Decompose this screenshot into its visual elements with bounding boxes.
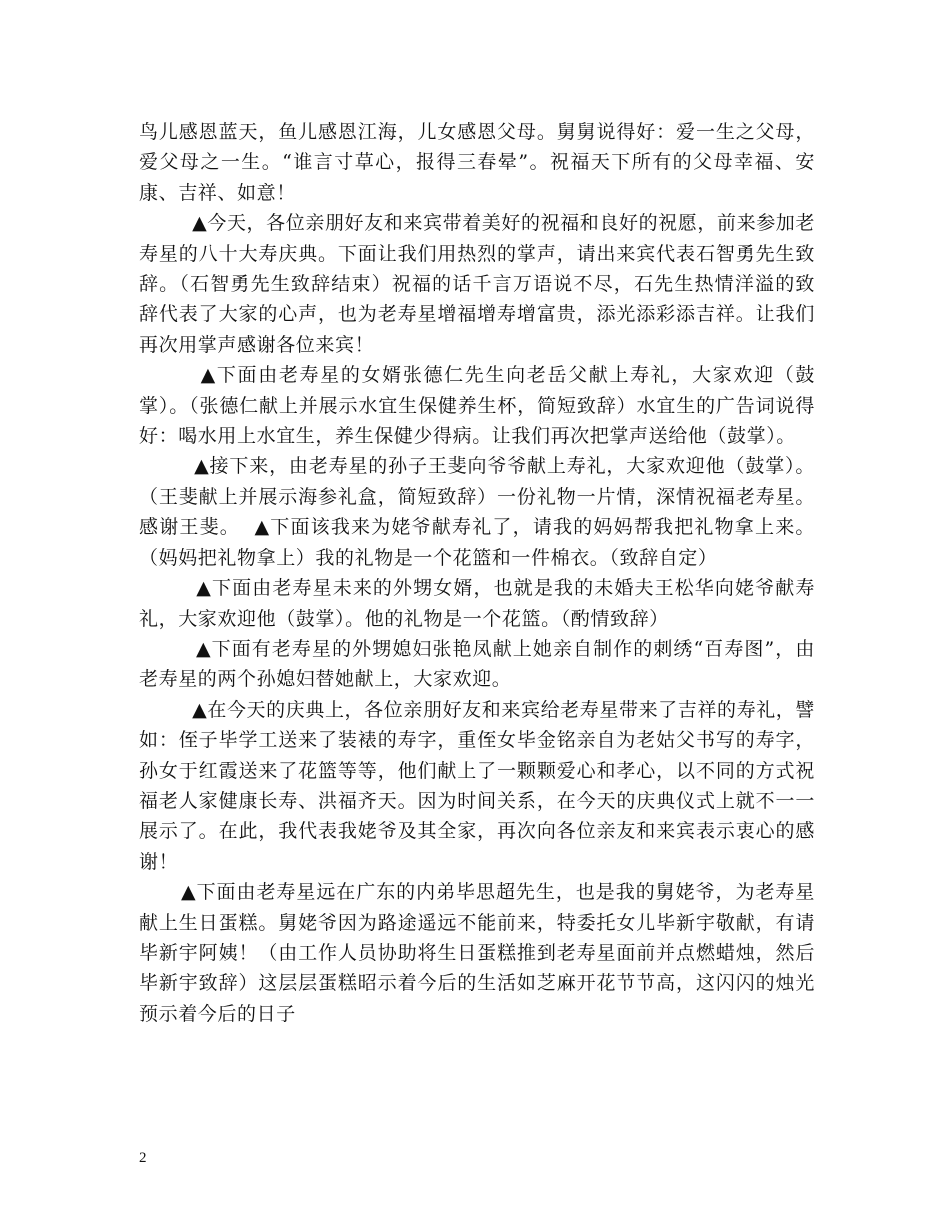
paragraph: ▲下面由老寿星未来的外甥女婿，也就是我的未婚夫王松华向姥爷献寿礼，大家欢迎他（鼓掌）。他的礼物是一个花篮。（酌情致辞） xyxy=(139,577,815,630)
paragraph: ▲下面由老寿星远在广东的内弟毕思超先生，也是我的舅姥爷，为老寿星献上生日蛋糕。舅姥爷因为路途遥远不能前来，特委托女儿毕新宇敬献，有请毕新宇阿姨！（由工作人员协助将生日蛋糕推到老寿星面前并点燃蜡烛，然后毕新宇致辞）这层层蛋糕昭示着今后的生活如芝麻开花节节高，这闪闪的烛光预示着今后的日子 xyxy=(139,881,815,1025)
document-body xyxy=(139,117,822,1029)
paragraph: ▲下面由老寿星的女婿张德仁先生向老岳父献上寿礼，大家欢迎（鼓掌）。（张德仁献上并展示水宜生保健养生杯，简短致辞）水宜生的广告词说得好：喝水用上水宜生，养生保健少得病。让我们再次把掌声送给他（鼓掌）。 xyxy=(139,364,815,448)
paragraph: ▲今天，各位亲朋好友和来宾带着美好的祝福和良好的祝愿，前来参加老寿星的八十大寿庆典。下面让我们用热烈的掌声，请出来宾代表石智勇先生致辞。（石智勇先生致辞结束）祝福的话千言万语说不尽，石先生热情洋溢的致辞代表了大家的心声，也为老寿星增福增寿增富贵，添光添彩添吉祥。让我们再次用掌声感谢各位来宾！ xyxy=(139,212,815,356)
paragraph: 鸟儿感恩蓝天，鱼儿感恩江海，儿女感恩父母。舅舅说得好：爱一生之父母， 爱父母之一生。“谁言寸草心，报得三春晕”。祝福天下所有的父母幸福、安康、吉祥、如意！ xyxy=(139,121,822,204)
paragraph: ▲在今天的庆典上，各位亲朋好友和来宾给老寿星带来了吉祥的寿礼，譬如：侄子毕学工送来了装裱的寿字，重侄女毕金铭亲自为老姑父书写的寿字，孙女于红霞送来了花篮等等，他们献上了一颗颗爱心和孝心，以不同的方式祝福老人家健康长寿、洪福齐天。因为时间关系，在今天的庆典仪式上就不一一展示了。在此，我代表我姥爷及其全家，再次向各位亲友和来宾表示衷心的感谢！ xyxy=(139,698,815,873)
paragraph: ▲接下来，由老寿星的孙子王斐向爷爷献上寿礼，大家欢迎他（鼓掌）。（王斐献上并展示海参礼盒，简短致辞）一份礼物一片情，深情祝福老寿星。感谢王斐。 ▲下面该我来为姥爷献寿礼了，请我的妈妈帮我把礼物拿上来。（妈妈把礼物拿上）我的礼物是一个花篮和一件棉衣。（致辞自定） xyxy=(139,455,815,569)
page-number: 2 xyxy=(139,1150,147,1166)
paragraph: ▲下面有老寿星的外甥媳妇张艳凤献上她亲自制作的刺绣“百寿图”，由老寿星的两个孙媳妇替她献上，大家欢迎。 xyxy=(139,637,815,691)
